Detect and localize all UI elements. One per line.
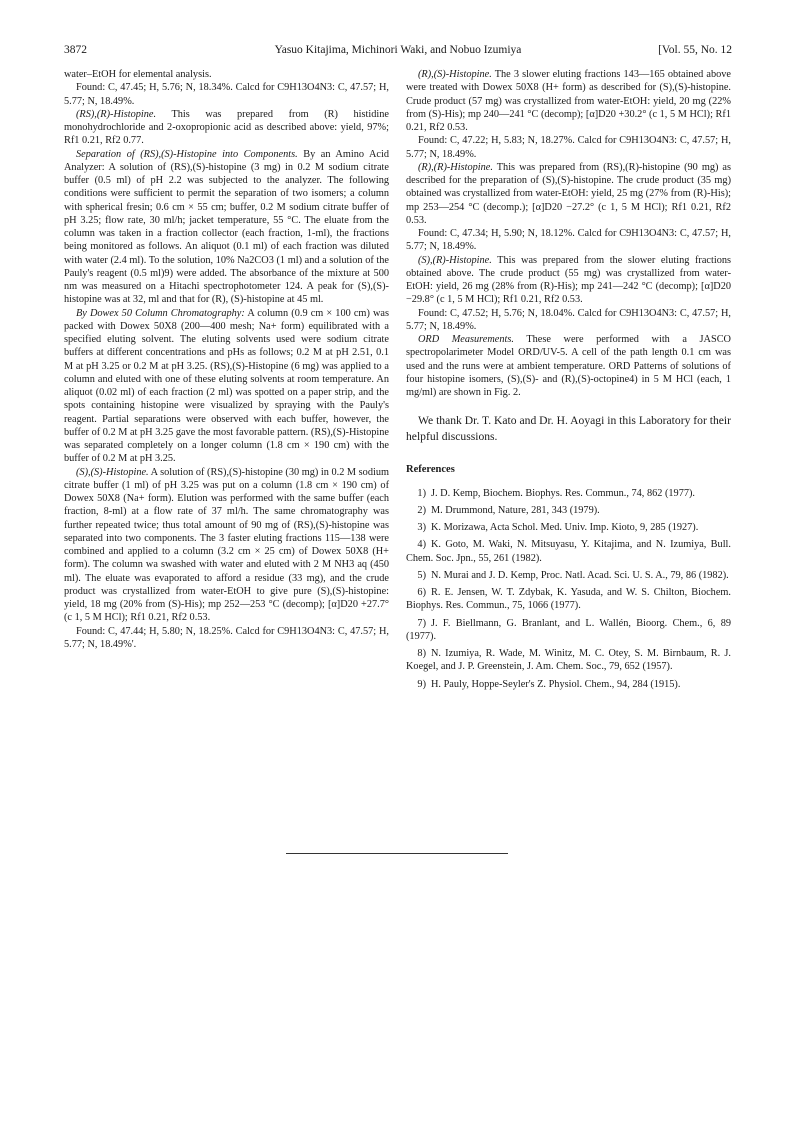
paragraph-text: This was prepared from the slower eluting fractions obtained above. The crude product (55 mg) was crystallized from water-EtOH: yield, 26 mg (28% from (R)-His); mp 241—242 °C (decomp); [α]D20 −29.8° (c 1, 5 M HCl); Rf1 0.21, Rf2 0.53. — [406, 254, 732, 306]
paragraph — [406, 161, 731, 227]
right-column — [406, 68, 731, 695]
paragraph — [406, 68, 731, 134]
left-column — [64, 68, 389, 651]
section-title: (S),(S)-Histopine. — [76, 466, 149, 478]
reference-text: M. Drummond, Nature, 281, 343 (1979). — [431, 504, 600, 516]
running-authors: Yasuo Kitajima, Michinori Waki, and Nobuo Izumiya — [274, 44, 522, 56]
paragraph — [64, 108, 389, 148]
reference-text: J. F. Biellmann, G. Branlant, and L. Wallén, Bioorg. Chem., 6, 89 (1977). — [406, 617, 731, 642]
section-title: (R),(S)-Histopine. — [418, 69, 492, 80]
reference-item — [406, 569, 731, 582]
paragraph: water–EtOH for elemental analysis. — [64, 69, 212, 80]
paragraph-text: A solution of (RS),(S)-histopine (30 mg) in 0.2 M sodium citrate buffer (1 ml) of pH 3.25 was put on a column (1.8 cm × 190 cm) of Dowex 50X8 (Na+ form). Elution was performed with the same buffer (each fraction, 8-ml) at a flow rate of 37 ml/h. The same chromatography was further repeated twice; thus total amount of 90 mg of (RS),(S)-histopine was separated into two components. The 3 faster eluting fractions 115—138 were combined and applied to a column (3.2 cm × 25 cm) of Dowex 50X8 (H+ form). The column wa swashed with water and eluted with 2 M NH3 aq (450 ml). The eluate was evaporated to afford a residue (33 mg), and the crude product was crystallized from water-EtOH to give pure (S),(S)-histopine: yield, 18 mg (20% from (S)-His); mp 252—253 °C (decomp); [α]D20 +27.7° (c 1, 5 M HCl); Rf1 0.21, Rf2 0.53. — [64, 466, 389, 624]
section-title: By Dowex 50 Column Chromatography: — [76, 307, 245, 319]
paragraph-text: This was prepared from (RS),(R)-histopine (90 mg) as described for the preparation of (S),(S)-histopine. The crude product (35 mg) obtained was crystallized from water-EtOH: yield, 25 mg (27% from (R)-His); mp 253—254 °C (decomp.); [α]D20 −27.2° (c 1, 5 M HCl); Rf1 0.21, Rf2 0.53. — [406, 161, 731, 226]
analysis-result: Found: C, 47.45; H, 5.76; N, 18.34%. Calcd for C9H13O4N3: C, 47.57; H, 5.77; N, 18.49%. — [64, 82, 389, 107]
paragraph-text: A column (0.9 cm × 100 cm) was packed with Dowex 50X8 (200—400 mesh; Na+ form) equilibrated with a specified eluting solvent. The eluting solvents used were sodium citrate buffers at different concentrations and pHs as follows; 0.2 M at pH 2.51, 0.1 M at pH 3.25 or 0.2 M at pH 3.25. (RS),(S)-Histopine (6 mg) was applied to a column and eluted with one of these eluting solvents at room temperature. An aliquot (0.02 ml) of each fraction (2 ml) was spotted on a paper strip, and the spots containing histopine were visualized by spraying with the Pauly's reagent. Partial separations were observed with each buffer, however, the buffer of 0.2 M at pH 3.25 gave the most favorable pattern. (RS),(S)-Histopine was separated completely on a longer column (1.8 cm × 190 cm) with the buffer of 0.2 M at pH 3.25. — [64, 307, 389, 465]
section-title: (S),(R)-Histopine. — [418, 254, 492, 266]
reference-item — [406, 647, 731, 674]
reference-number: 5) — [417, 569, 426, 581]
reference-item — [406, 504, 731, 517]
reference-item — [406, 521, 731, 534]
reference-text: K. Morizawa, Acta Schol. Med. Univ. Imp. Kioto, 9, 285 (1927). — [431, 522, 699, 533]
reference-number: 4) — [417, 539, 426, 551]
references-heading: References — [406, 464, 455, 476]
paragraph — [406, 254, 731, 307]
section-title: (RS),(R)-Histopine. — [76, 108, 157, 120]
end-rule — [286, 853, 508, 854]
section-title: ORD Measurements. — [418, 334, 514, 345]
reference-item — [406, 678, 731, 691]
paragraph — [64, 148, 389, 307]
paragraph-text: By an Amino Acid Analyzer: A solution of (RS),(S)-histopine (3 mg) in 0.2 M sodium citrate buffer (0.5 ml) of pH 2.2 was subjected to the analyzer. The following conditions were sufficient to permit the separation of two isomers; a column with spherical fresin; 0.6 cm × 55 cm; buffer, 0.2 M sodium citrate buffer of pH 3.25; flow rate, 30 ml/h; jacket temperature, 55 °C. The eluate from the column was taken in a fraction collector (each fraction, 1-ml), the fractions being monitored as follows. An aliquot (0.1 ml) of each fraction was diluted with water (2.4 ml). To the solution, 10% Na2CO3 (1 ml) and a solution of the Pauly's reagent (0.5 ml)9) were added. The absorbance of the mixture at 500 nm was measured on a Hitachi spectrophotometer 124. A peak for (S),(S)-histopine was at 32, ml and that for (R), (S)-histopine at 45 ml. — [64, 148, 390, 306]
section-title: Separation of (RS),(S)-Histopine into Components. — [76, 148, 298, 160]
reference-number: 9) — [417, 678, 426, 690]
reference-text: R. E. Jensen, W. T. Zdybak, K. Yasuda, and W. S. Chilton, Biochem. Biophys. Res. Commun., 75, 1066 (1977). — [406, 587, 731, 612]
paragraph-text: The 3 slower eluting fractions 143—165 obtained above were treated with Dowex 50X8 (H+ form) as described for (S),(S)-histopine. Crude product (57 mg) was crystallized from water-EtOH: yield, 20 mg (22% from (S)-His); mp 240—241 °C (decomp); [α]D20 +30.2° (c 1, 5 M HCl); Rf1 0.21, Rf2 0.53. — [406, 69, 731, 133]
analysis-result: Found: C, 47.34; H, 5.90; N, 18.12%. Calcd for C9H13O4N3: C, 47.57; H, 5.77; N, 18.49%. — [406, 228, 731, 253]
reference-text: H. Pauly, Hoppe-Seyler's Z. Physiol. Chem., 94, 284 (1915). — [431, 678, 681, 690]
section-title: (R),(R)-Histopine. — [418, 161, 493, 173]
page-number: 3872 — [64, 44, 87, 56]
reference-number: 3) — [417, 522, 426, 533]
paragraph — [64, 466, 389, 625]
reference-number: 7) — [417, 617, 426, 629]
analysis-result: Found: C, 47.52; H, 5.76; N, 18.04%. Calcd for C9H13O4N3: C, 47.57; H, 5.77; N, 18.49%. — [406, 307, 731, 332]
analysis-result: Found: C, 47.44; H, 5.80; N, 18.25%. Calcd for C9H13O4N3: C, 47.57; H, 5.77; N, 18.49%'. — [64, 625, 389, 650]
reference-text: J. D. Kemp, Biochem. Biophys. Res. Commun., 74, 862 (1977). — [431, 487, 695, 499]
paragraph — [64, 307, 389, 466]
reference-text: N. Izumiya, R. Wade, M. Winitz, M. C. Otey, S. M. Birnbaum, R. J. Koegel, and J. P. Greenstein, J. Am. Chem. Soc., 79, 652 (1957). — [406, 648, 731, 673]
reference-text: N. Murai and J. D. Kemp, Proc. Natl. Acad. Sci. U. S. A., 79, 86 (1982). — [431, 569, 729, 581]
reference-number: 1) — [417, 487, 426, 499]
paragraph — [406, 333, 731, 399]
analysis-result: Found: C, 47.22; H, 5.83; N, 18.27%. Calcd for C9H13O4N3: C, 47.57; H, 5.77; N, 18.49%. — [406, 135, 731, 160]
reference-number: 8) — [417, 648, 426, 659]
page-header — [64, 44, 732, 62]
reference-item — [406, 538, 731, 565]
reference-item — [406, 617, 731, 644]
reference-number: 6) — [417, 587, 426, 598]
volume-info: [Vol. 55, No. 12 — [658, 44, 732, 56]
reference-item — [406, 586, 731, 613]
paragraph-text: This was prepared from (R) histidine monohydrochloride and 2-oxopropionic acid as described above: yield, 97%; Rf1 0.21, Rf2 0.77. — [64, 108, 390, 147]
reference-list — [406, 487, 731, 691]
paragraph-text: These were performed with a JASCO spectropolarimeter Model ORD/UV-5. A cell of the path length 0.1 cm was used and the runs were at ambient temperature. ORD Patterns of solutions of four histopine isomers, (S),(S)- and (R),(S)-octopine4) in 5 M HCl (each, 1 mg/ml) are shown in Fig. 2. — [406, 334, 731, 398]
reference-number: 2) — [417, 504, 426, 516]
reference-item — [406, 487, 731, 500]
acknowledgement: We thank Dr. T. Kato and Dr. H. Aoyagi in this Laboratory for their helpful discussions. — [406, 414, 731, 444]
reference-text: K. Goto, M. Waki, N. Mitsuyasu, Y. Kitajima, and N. Izumiya, Bull. Chem. Soc. Jpn., 55, 261 (1982). — [406, 539, 731, 564]
